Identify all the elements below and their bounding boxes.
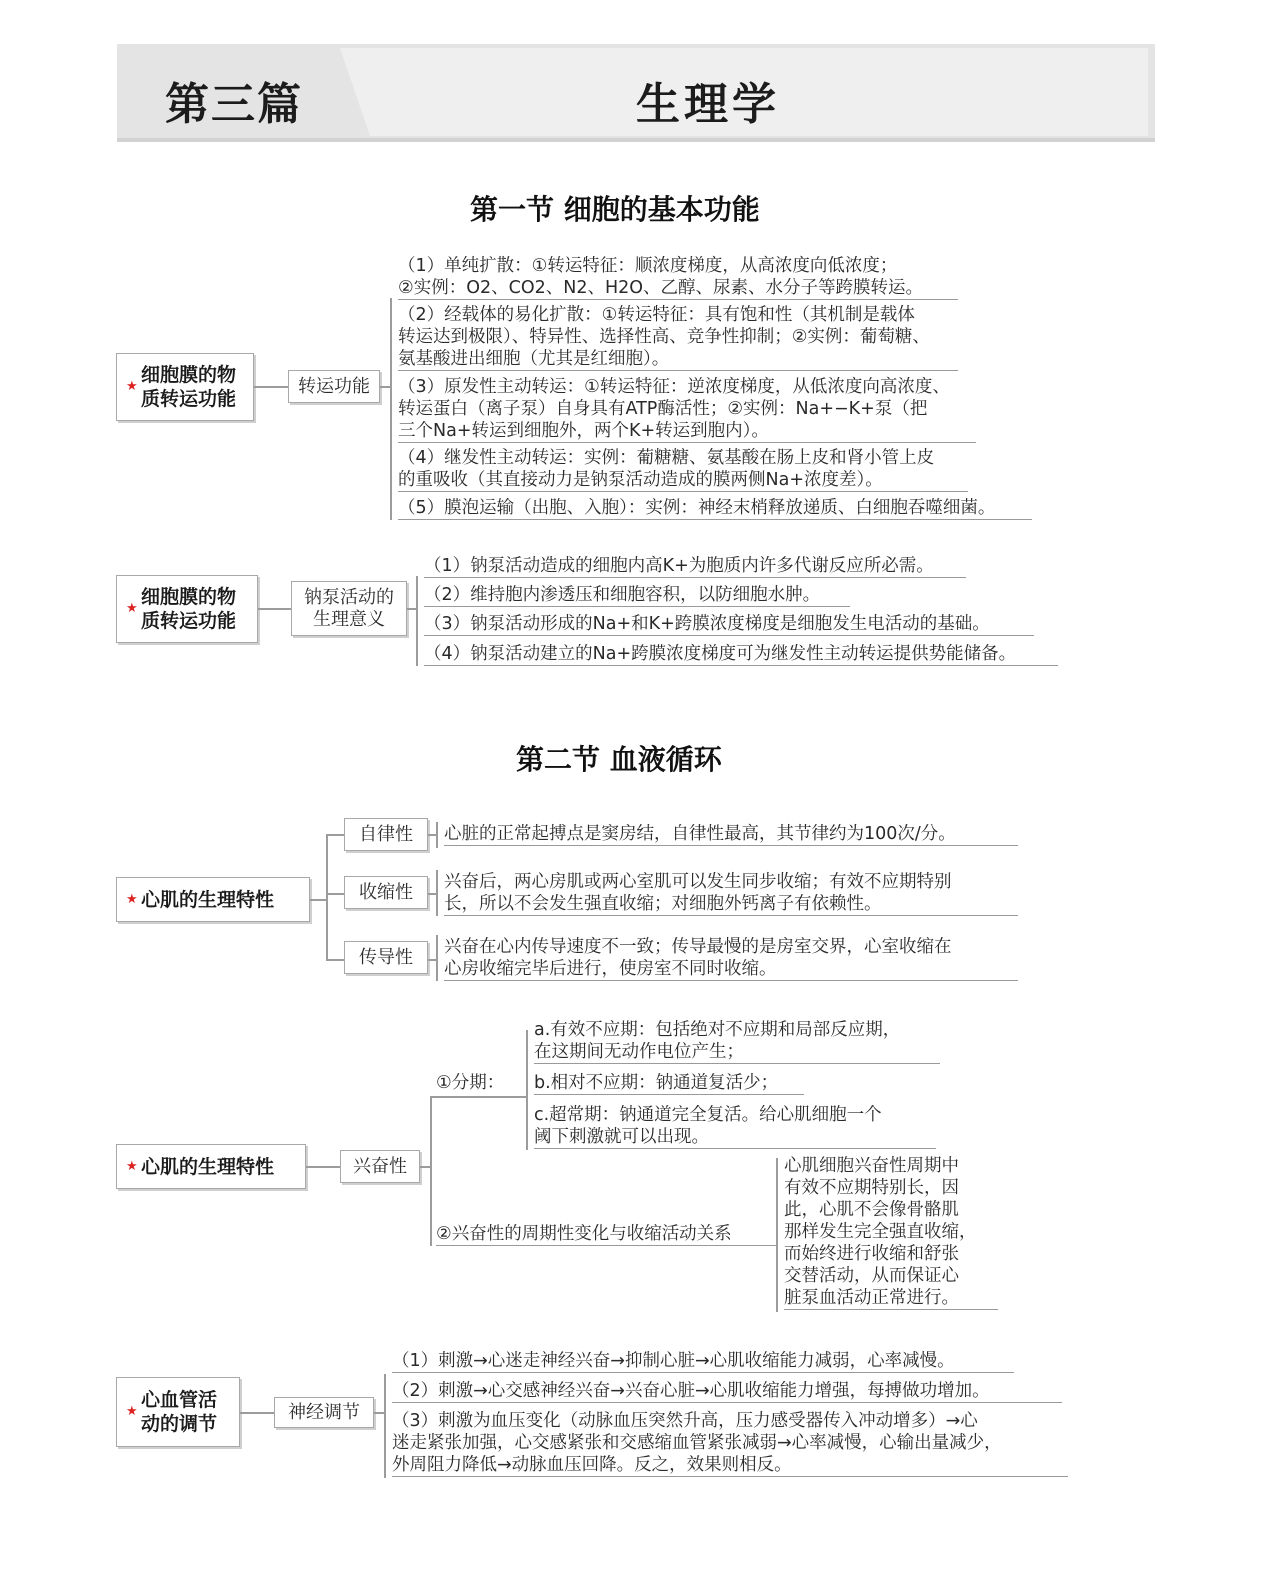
connector xyxy=(430,1096,526,1098)
connector xyxy=(428,834,436,836)
branch-box: 神经调节 xyxy=(274,1397,374,1428)
star-icon: ★ xyxy=(126,379,138,394)
list-item: （3）刺激为血压变化（动脉血压突然升高，压力感受器传入冲动增多）→心 迷走紧张加强，心交感紧张和交感缩血管紧张减弱→心率减慢，心输出量减少， 外周阻力降低→动脉血压回降。反之，效果则相反。 xyxy=(392,1410,1068,1477)
bracket-line xyxy=(390,298,392,520)
list-item: （1）钠泵活动造成的细胞内高K+为胞质内许多代谢反应所必需。 xyxy=(424,555,966,578)
connector xyxy=(326,893,344,895)
subject-title: 生理学 xyxy=(636,79,780,130)
connector xyxy=(306,1166,340,1168)
star-icon: ★ xyxy=(126,601,138,616)
header-banner-shadow xyxy=(117,138,1155,142)
bracket-line xyxy=(430,1096,432,1246)
main-topic-box: ★ 细胞膜的物 质转运功能 xyxy=(116,353,254,421)
main-topic-box: ★ 细胞膜的物 质转运功能 xyxy=(116,575,258,643)
star-icon: ★ xyxy=(126,1404,138,1419)
property-box: 自律性 xyxy=(344,818,428,851)
property-text: 兴奋在心内传导速度不一致；传导最慢的是房室交界，心室收缩在 心房收缩完毕后进行，使房室不同时收缩。 xyxy=(444,936,1018,981)
connector xyxy=(374,1412,384,1414)
list-item: （1）单纯扩散：①转运特征：顺浓度梯度，从高浓度向低浓度； ②实例：O2、CO2、N2、H2O、乙醇、尿素、水分子等跨膜转运。 xyxy=(398,255,958,300)
branch-box: 转运功能 xyxy=(288,370,380,403)
section-title: 第二节 血液循环 xyxy=(516,743,722,776)
bracket-line xyxy=(436,870,438,916)
list-item: （3）钠泵活动形成的Na+和K+跨膜浓度梯度是细胞发生电活动的基础。 xyxy=(424,613,1034,636)
connector xyxy=(407,608,416,610)
bracket-line xyxy=(436,935,438,981)
connector xyxy=(428,959,436,961)
branch-box: 兴奋性 xyxy=(340,1150,420,1183)
bracket-line xyxy=(526,1030,528,1150)
star-icon: ★ xyxy=(126,1158,138,1174)
list-item: （5）膜泡运输（出胞、入胞）：实例：神经末梢释放递质、白细胞吞噬细菌。 xyxy=(398,497,1032,520)
property-box: 传导性 xyxy=(344,941,428,974)
star-icon: ★ xyxy=(126,891,138,907)
bracket-line xyxy=(384,1374,386,1478)
list-item: a.有效不应期：包括绝对不应期和局部反应期， 在这期间无动作电位产生； xyxy=(534,1019,940,1064)
list-item: （2）刺激→心交感神经兴奋→兴奋心脏→心肌收缩能力增强，每搏做功增加。 xyxy=(392,1380,1062,1403)
list-item: （4）继发性主动转运：实例：葡糖糖、氨基酸在肠上皮和肾小管上皮 的重吸收（其直接动力是钠泵活动造成的膜两侧Na+浓度差）。 xyxy=(398,447,968,492)
section-title: 第一节 细胞的基本功能 xyxy=(470,193,760,226)
subsection-label: ②兴奋性的周期性变化与收缩活动关系 xyxy=(436,1223,776,1246)
connector xyxy=(254,386,288,388)
list-item: （1）刺激→心迷走神经兴奋→抑制心脏→心肌收缩能力减弱，心率减慢。 xyxy=(392,1350,1014,1373)
bracket-line xyxy=(326,834,328,960)
list-item: （2）维持胞内渗透压和细胞容积，以防细胞水肿。 xyxy=(424,584,850,607)
list-item: c.超常期：钠通道完全复活。给心肌细胞一个 阈下刺激就可以出现。 xyxy=(534,1104,936,1149)
branch-box: 钠泵活动的 生理意义 xyxy=(291,581,407,636)
list-item: b.相对不应期：钠通道复活少； xyxy=(534,1072,804,1095)
main-topic-box: ★ 心肌的生理特性 xyxy=(116,877,310,922)
connector xyxy=(326,834,344,836)
connector xyxy=(380,386,390,388)
connector xyxy=(420,1166,430,1168)
part-title: 第三篇 xyxy=(165,79,303,130)
property-text: 兴奋后，两心房肌或两心室肌可以发生同步收缩；有效不应期特别 长，所以不会发生强直收缩；对细胞外钙离子有依赖性。 xyxy=(444,871,1018,916)
property-box: 收缩性 xyxy=(344,876,428,909)
connector xyxy=(428,893,436,895)
list-item: （2）经载体的易化扩散：①转运特征：具有饱和性（其机制是载体 转运达到极限）、特异性、选择性高、竞争性抑制；②实例：葡萄糖、 氨基酸进出细胞（尤其是红细胞）。 xyxy=(398,304,958,371)
note-text: 心肌细胞兴奋性周期中 有效不应期特别长，因 此，心肌不会像骨骼肌 那样发生完全强直收缩， 而始终进行收缩和舒张 交替活动，从而保证心 脏泵血活动正常进行。 xyxy=(784,1155,998,1310)
bracket-line xyxy=(416,576,418,666)
subsection-label: ①分期： xyxy=(436,1073,505,1093)
connector xyxy=(310,899,326,901)
property-text: 心脏的正常起搏点是窦房结，自律性最高，其节律约为100次/分。 xyxy=(444,823,1018,846)
main-topic-box: ★ 心血管活 动的调节 xyxy=(116,1377,240,1447)
connector xyxy=(240,1412,274,1414)
bracket-line xyxy=(436,822,438,848)
bracket-line xyxy=(776,1158,778,1312)
connector xyxy=(326,959,344,961)
list-item: （4）钠泵活动建立的Na+跨膜浓度梯度可为继发性主动转运提供势能储备。 xyxy=(424,643,1058,666)
list-item: （3）原发性主动转运：①转运特征：逆浓度梯度，从低浓度向高浓度、 转运蛋白（离子泵）自身具有ATP酶活性；②实例：Na+−K+泵（把 三个Na+转运到细胞外，两个K+转运到胞内）。 xyxy=(398,376,976,443)
main-topic-box: ★ 心肌的生理特性 xyxy=(116,1144,306,1189)
connector xyxy=(258,608,291,610)
